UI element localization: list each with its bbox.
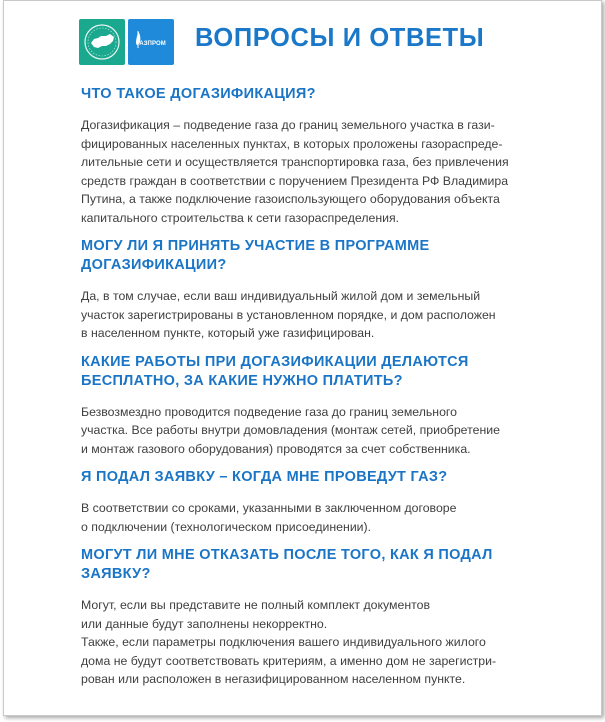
answer-line: Также, если параметры подключения вашего индивидуального жилого <box>81 635 486 649</box>
answer-line: капитального строительства к сети газораспределения. <box>81 210 400 225</box>
question-line: ДОГАЗИФИКАЦИИ? <box>81 257 227 273</box>
answer-line: о подключении (технологическом присоединении). <box>81 519 372 534</box>
faq-item <box>81 85 543 237</box>
faq-page <box>3 0 602 716</box>
faq-answer <box>81 287 543 343</box>
question-line: ЗАЯВКУ? <box>81 566 151 582</box>
faq-answer <box>81 499 543 536</box>
answer-line: Могут, если вы представите не полный комплект документов <box>81 598 430 612</box>
faq-item <box>81 353 543 469</box>
faq-item <box>81 237 543 353</box>
answer-line: Путина, а также подключение газоиспользующего оборудования объекта <box>81 192 500 206</box>
answer-line: Догазификация – подведение газа до границ земельного участка в гази- <box>81 118 495 132</box>
faq-answer <box>81 596 543 689</box>
answer-line: фицированных населенных пунктах, в которых проложены газораспреде- <box>81 136 503 151</box>
faq-item <box>81 546 543 689</box>
answer-line: лительные сети и осуществляется транспортировка газа, без привлечения <box>81 155 509 169</box>
faq-question <box>81 353 543 391</box>
logo-brand-text: ГАЗПРОМ <box>136 41 166 47</box>
question-line: Я ПОДАЛ ЗАЯВКУ – КОГДА МНЕ ПРОВЕДУТ ГАЗ? <box>81 469 448 485</box>
answer-line: средств граждан в соответствии с поручением Президента РФ Владимира <box>81 173 509 188</box>
faq-answer <box>81 403 543 459</box>
answer-line: рован или расположен в негазифицированном населенном пункте. <box>81 672 466 686</box>
answer-line: Да, в том случае, если ваш индивидуальный жилой дом и земельный <box>81 289 481 303</box>
faq-answer <box>81 116 543 227</box>
answer-line: В соответствии со сроками, указанными в заключенном договоре <box>81 501 457 515</box>
faq-question <box>81 237 543 275</box>
question-line: КАКИЕ РАБОТЫ ПРИ ДОГАЗИФИКАЦИИ ДЕЛАЮТСЯ <box>81 353 469 370</box>
faq-question <box>81 546 543 584</box>
answer-line: или данные будут заполнены некорректно. <box>81 616 328 631</box>
answer-line: участка. Все работы внутри домовладения (монтаж сетей, приобретение <box>81 423 500 437</box>
question-line: МОГУТ ЛИ МНЕ ОТКАЗАТЬ ПОСЛЕ ТОГО, КАК Я ПОДАЛ <box>81 547 493 563</box>
page-title: ВОПРОСЫ И ОТВЕТЫ <box>195 24 485 52</box>
question-line: БЕСПЛАТНО, ЗА КАКИЕ НУЖНО ПЛАТИТЬ? <box>81 372 403 389</box>
faq-question <box>81 85 543 104</box>
gazprom-logo-icon <box>128 19 174 65</box>
answer-line: Безвозмездно проводится подведение газа до границ земельного <box>81 404 457 419</box>
answer-line: в населенном пункте, который уже газифицирован. <box>81 326 375 340</box>
question-line: ЧТО ТАКОЕ ДОГАЗИФИКАЦИЯ? <box>81 86 316 102</box>
russia-map-logo-icon <box>79 19 125 65</box>
answer-line: дома не будут соответствовать критериям, а именно дом не зарегистри- <box>81 653 497 668</box>
faq-list <box>81 85 543 689</box>
faq-item <box>81 468 543 546</box>
answer-line: участок зарегистрированы в установленном порядке, и дом расположен <box>81 307 496 322</box>
answer-line: и монтаж газового оборудования) проводятся за счет собственника. <box>81 441 471 456</box>
faq-question <box>81 468 543 487</box>
question-line: МОГУ ЛИ Я ПРИНЯТЬ УЧАСТИЕ В ПРОГРАММЕ <box>81 238 430 254</box>
